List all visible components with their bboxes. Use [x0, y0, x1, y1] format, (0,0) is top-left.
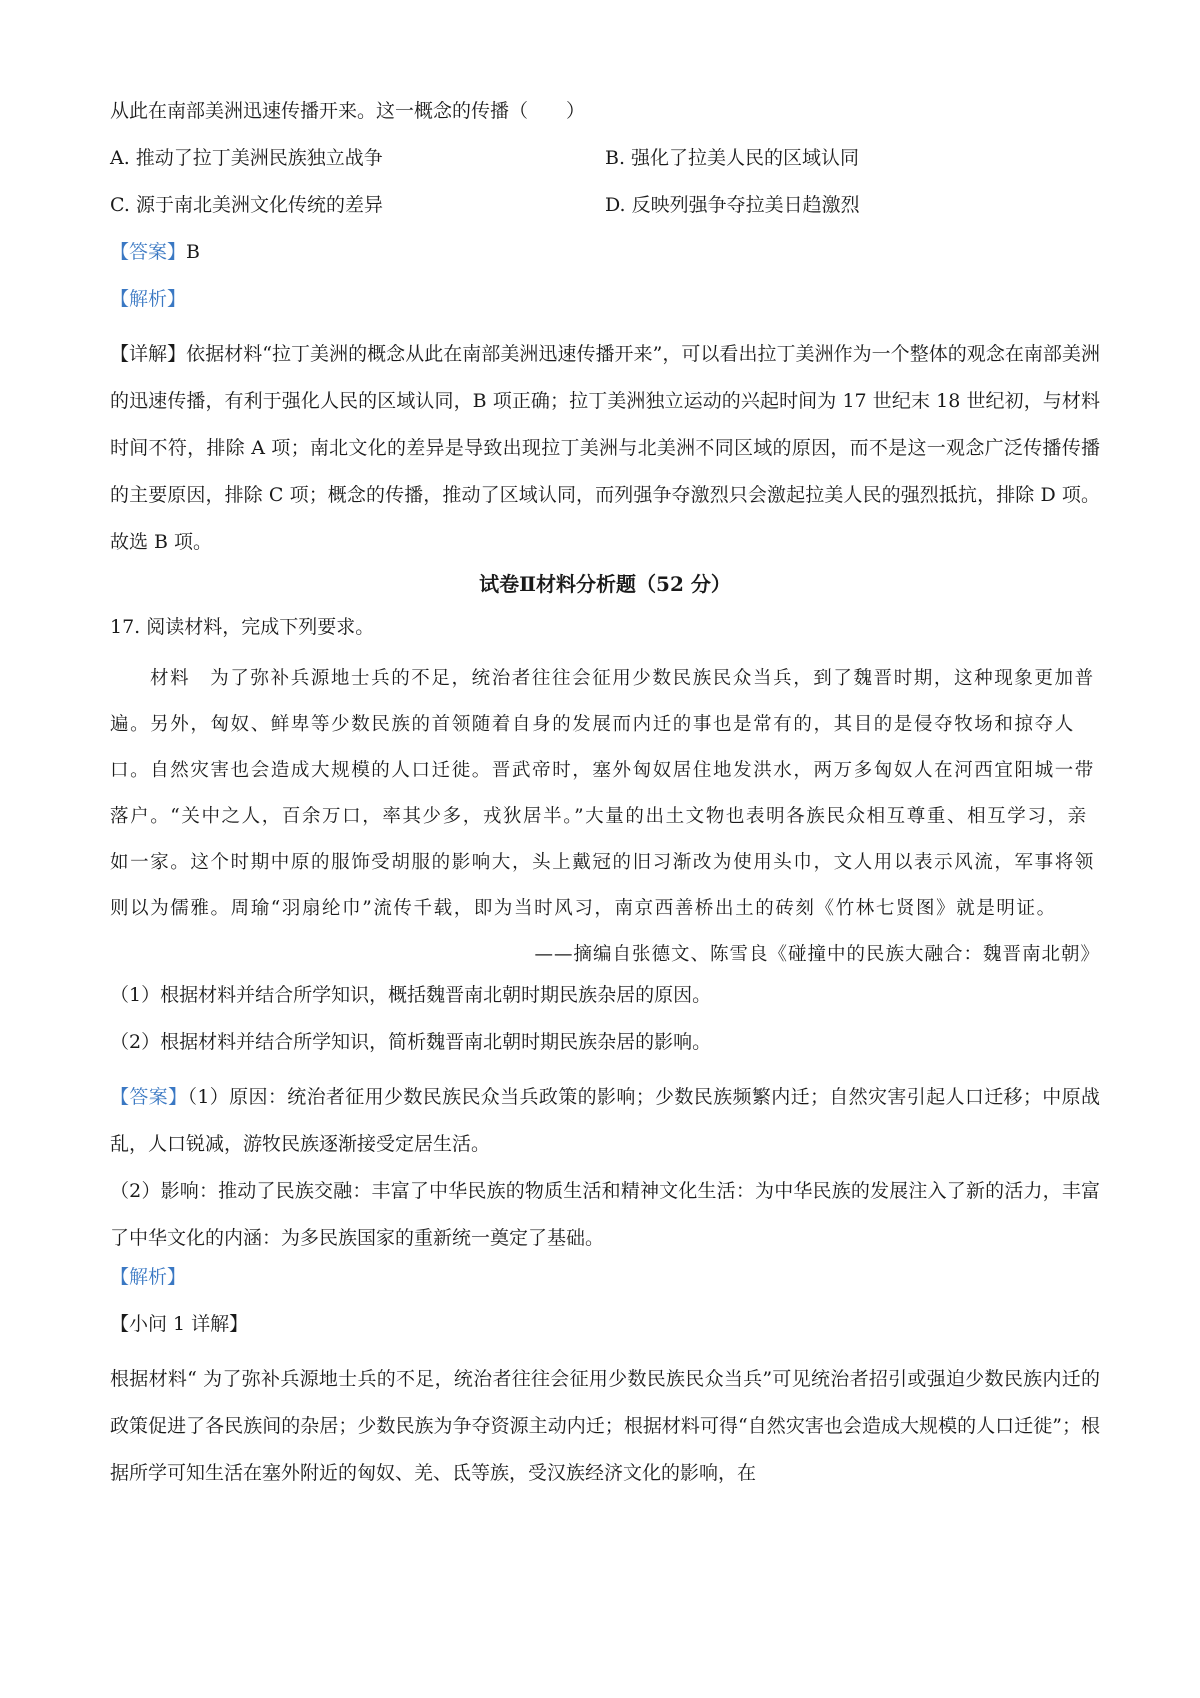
sub-question-1: （1）根据材料并结合所学知识，概括魏晋南北朝时期民族杂居的原因。 — [110, 984, 712, 1006]
detail-tag: 【详解】 — [110, 343, 187, 365]
question-stem-tail: 从此在南部美洲迅速传播开来。这一概念的传播（ ） — [110, 100, 586, 122]
answer-line — [110, 237, 1100, 284]
answer-17-paragraph-2: （2）影响：推动了民族交融：丰富了中华民族的物质生活和精神文化生活：为中华民族的发展注入了新的活力，丰富了中华文化的内涵：为多民族国家的重新统一奠定了基础。 — [110, 1180, 1100, 1249]
sub-question-2: （2）根据材料并结合所学知识，简析魏晋南北朝时期民族杂居的影响。 — [110, 1031, 712, 1053]
answer-tag: 【答案】 — [110, 241, 187, 263]
section-title: 试卷Ⅱ材料分析题（52 分） — [479, 572, 731, 596]
document-page — [110, 96, 1100, 1497]
question-17-stem: 17. 阅读材料，完成下列要求。 — [110, 616, 375, 638]
analysis-17-line — [110, 1262, 1100, 1309]
detail-text: 依据材料“拉丁美洲的概念从此在南部美洲迅速传播开来”，可以看出拉丁美洲作为一个整体的观念在南部美洲的迅速传播，有利于强化人民的区域认同，B 项正确；拉丁美洲独立运动的兴起时间为 17 世纪末 18 世纪初，与材料时间不符，排除 A 项；南北文化的差异是导致出现拉丁美洲与北美洲不同区域的原因，而不是这一观念广泛传播传播的主要原因，排除 C 项；概念的传播，推动了区域认同，而列强争夺激烈只会激起拉美人民的强烈抵抗，排除 D 项。故选 B 项。 — [110, 343, 1100, 553]
answer-17-tag: 【答案】 — [110, 1086, 188, 1108]
sub1-detail-tag: 【小问 1 详解】 — [110, 1313, 249, 1335]
option-a: A. 推动了拉丁美洲民族独立战争 — [110, 147, 383, 169]
option-c: C. 源于南北美洲文化传统的差异 — [110, 194, 383, 216]
analysis-tag: 【解析】 — [110, 288, 187, 310]
material-passage: 材料 为了弥补兵源地士兵的不足，统治者往往会征用少数民族民众当兵，到了魏晋时期，这种现象更加普遍。另外，匈奴、鲜卑等少数民族的首领随着自身的发展而内迁的事也是常有的，其目的是侵夺牧场和掠夺人口。自然灾害也会造成大规模的人口迁徙。晋武帝时，塞外匈奴居住地发洪水，两万多匈奴人在河西宜阳城一带落户。“关中之人，百余万口，率其少多，戎狄居半。”大量的出土文物也表明各族民众相互尊重、相互学习，亲如一家。这个时期中原的服饰受胡服的影响大，头上戴冠的旧习渐改为使用头巾，文人用以表示风流，军事将领则以为儒雅。周瑜“羽扇纶巾”流传千载，即为当时风习，南京西善桥出土的砖刻《竹林七贤图》就是明证。 — [110, 668, 1095, 919]
answer-17-part-1: （1）原因：统治者征用少数民族民众当兵政策的影响；少数民族频繁内迁；自然灾害引起人口迁移；中原战乱，人口锐减，游牧民族逐渐接受定居生活。 — [110, 1086, 1100, 1155]
answer-value: B — [186, 241, 200, 263]
sub1-detail-paragraph: 根据材料“ 为了弥补兵源地士兵的不足，统治者往往会征用少数民族民众当兵”可见统治者招引或强迫少数民族内迁的政策促进了各民族间的杂居；少数民族为争夺资源主动内迁；根据材料可得“自然灾害也会造成大规模的人口迁徙”；根据所学可知生活在塞外附近的匈奴、羌、氐等族，受汉族经济文化的影响，在 — [110, 1368, 1100, 1484]
detail-paragraph — [110, 331, 1100, 566]
analysis-line — [110, 284, 1100, 331]
material-source: ——摘编自张德文、陈雪良《碰撞中的民族大融合：魏晋南北朝》 — [534, 944, 1100, 965]
option-d: D. 反映列强争夺拉美日趋激烈 — [605, 194, 860, 216]
answer-17-paragraph-1 — [110, 1074, 1100, 1168]
analysis-17-tag: 【解析】 — [110, 1266, 187, 1288]
option-b: B. 强化了拉美人民的区域认同 — [605, 147, 860, 169]
options-row-1 — [110, 143, 1100, 190]
options-row-2 — [110, 190, 1100, 237]
